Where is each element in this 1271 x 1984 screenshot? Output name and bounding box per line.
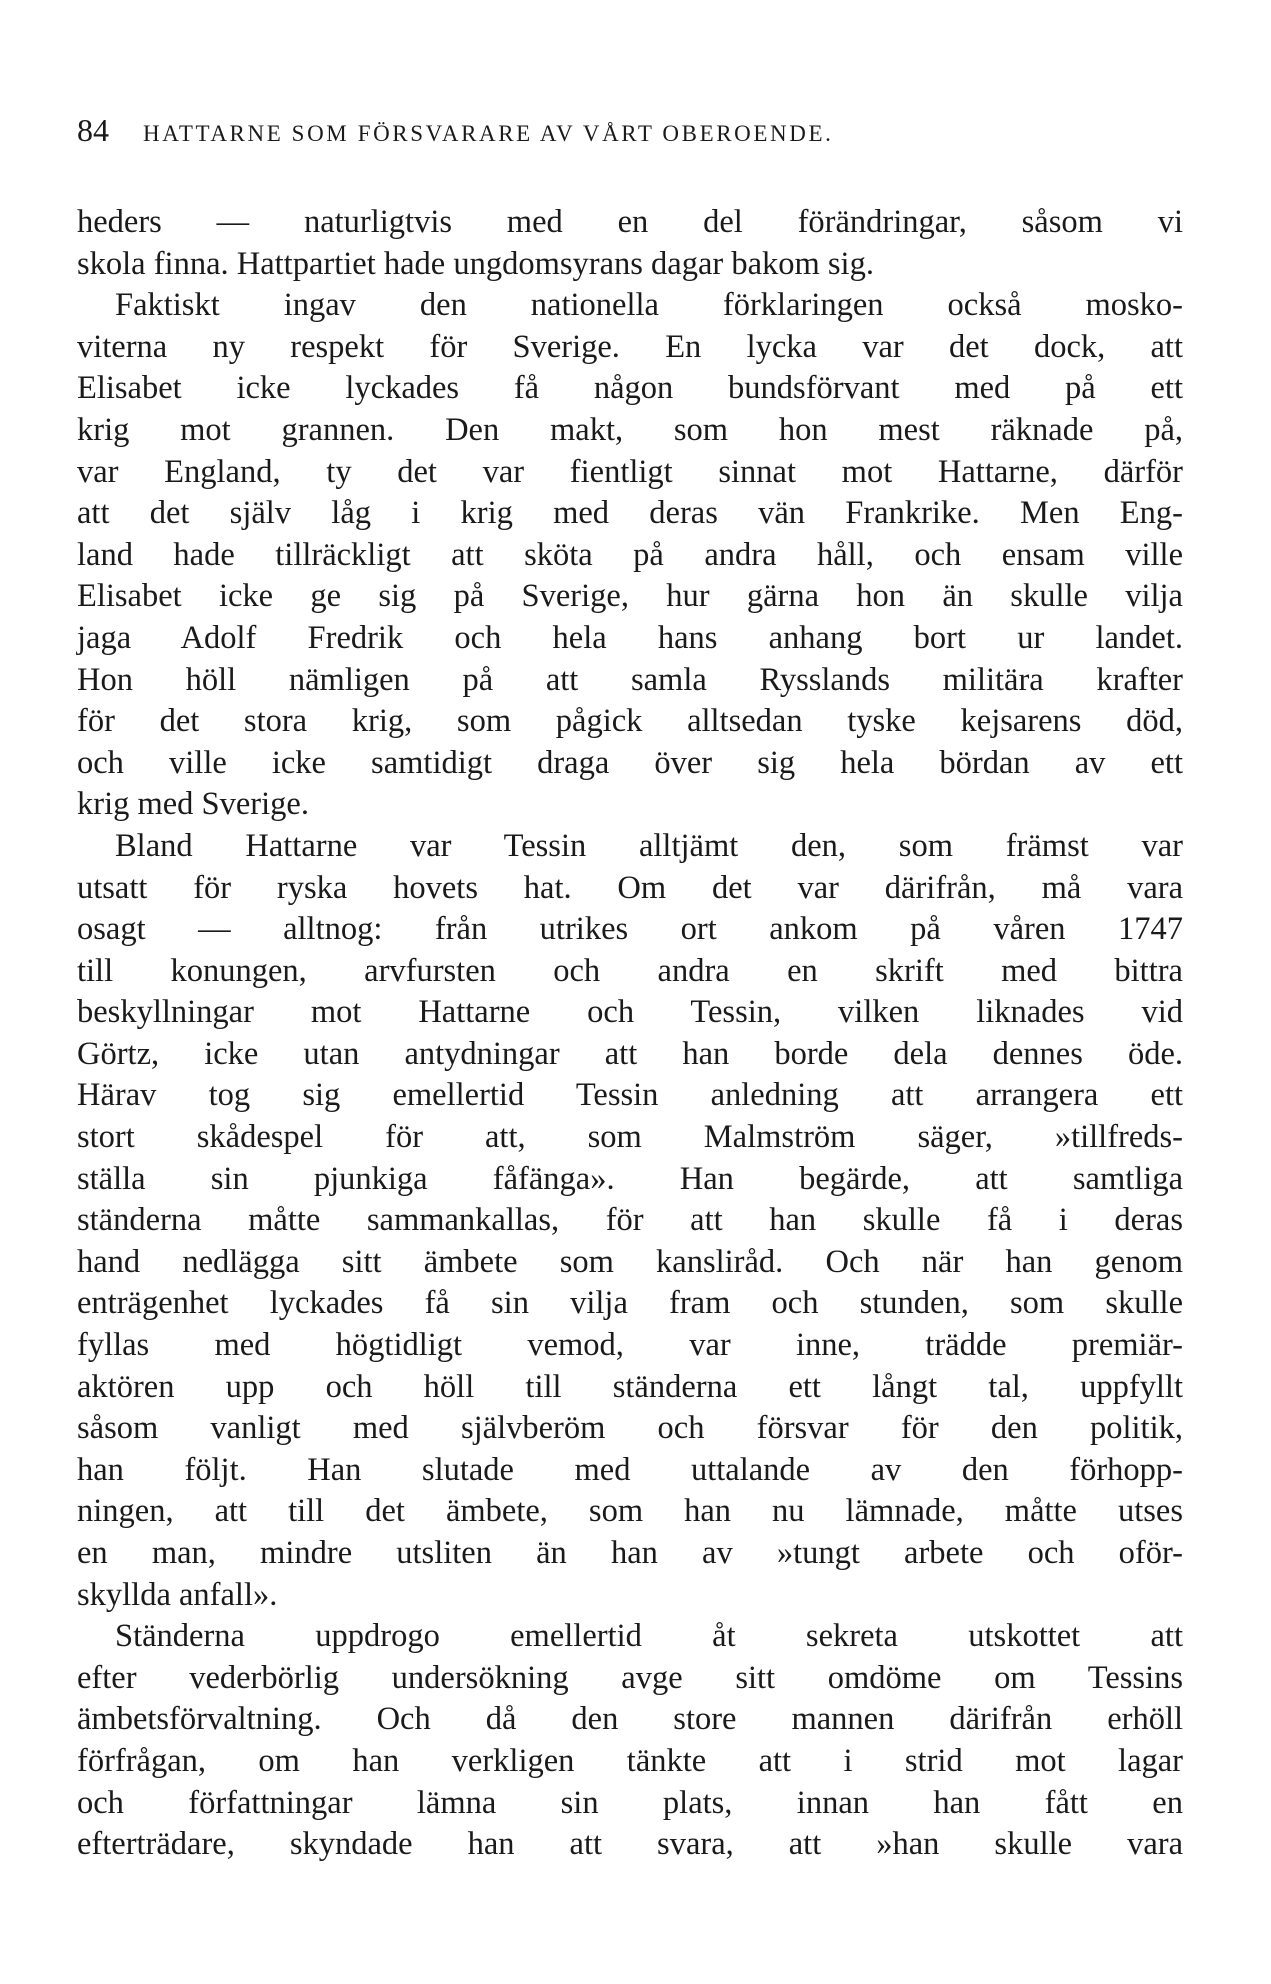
text-line: såsom vanligt med självberöm och försvar för den politik, — [77, 1410, 1183, 1447]
page-number: 84 — [77, 112, 109, 148]
text-line: Härav tog sig emellertid Tessin anledning att arrangera ett — [77, 1077, 1183, 1114]
book-page — [77, 112, 1183, 1866]
text-line: skyllda anfall». — [77, 1576, 278, 1613]
text-line: Görtz, icke utan antydningar att han borde dela dennes öde. — [77, 1035, 1183, 1072]
text-line: Bland Hattarne var Tessin alltjämt den, som främst var — [115, 827, 1183, 864]
body-text — [77, 202, 1183, 1866]
running-head-title: HATTARNE SOM FÖRSVARARE AV VÅRT OBEROENDE. — [143, 121, 834, 146]
text-line: skola finna. Hattpartiet hade ungdomsyrans dagar bakom sig. — [77, 245, 874, 282]
text-line: ställa sin pjunkiga fåfänga». Han begärde, att samtliga — [77, 1160, 1183, 1197]
text-line: ningen, att till det ämbete, som han nu lämnade, måtte utses — [77, 1493, 1183, 1530]
text-line: Ständerna uppdrogo emellertid åt sekreta utskottet att — [115, 1618, 1183, 1655]
text-line: ständerna måtte sammankallas, för att han skulle få i deras — [77, 1202, 1183, 1239]
text-line: land hade tillräckligt att sköta på andra håll, och ensam ville — [77, 536, 1183, 573]
text-line: och författningar lämna sin plats, innan han fått en — [77, 1784, 1183, 1821]
text-line: en man, mindre utsliten än han av »tungt arbete och oför- — [77, 1535, 1183, 1571]
text-line: aktören upp och höll till ständerna ett långt tal, uppfyllt — [77, 1368, 1183, 1405]
text-line: utsatt för ryska hovets hat. Om det var därifrån, må vara — [77, 869, 1183, 906]
text-line: för det stora krig, som pågick alltsedan tyske kejsarens död, — [77, 703, 1183, 740]
text-line: osagt — alltnog: från utrikes ort ankom på våren 1747 — [77, 911, 1183, 948]
text-line: beskyllningar mot Hattarne och Tessin, vilken liknades vid — [77, 994, 1183, 1031]
text-line: och ville icke samtidigt draga över sig hela bördan av ett — [77, 744, 1183, 781]
running-head — [77, 112, 1183, 156]
text-line: förfrågan, om han verkligen tänkte att i strid mot lagar — [77, 1742, 1183, 1779]
text-line: fyllas med högtidligt vemod, var inne, trädde premiär- — [77, 1327, 1183, 1364]
text-line: Hon höll nämligen på att samla Rysslands militära krafter — [77, 661, 1183, 698]
text-line: hand nedlägga sitt ämbete som kansliråd. Och när han genom — [77, 1243, 1183, 1280]
text-line: han följt. Han slutade med uttalande av den förhopp- — [77, 1451, 1183, 1488]
text-line: heders — naturligtvis med en del förändringar, såsom vi — [77, 204, 1183, 240]
text-line: enträgenhet lyckades få sin vilja fram och stunden, som skulle — [77, 1285, 1183, 1322]
text-line: viterna ny respekt för Sverige. En lycka var det dock, att — [77, 328, 1183, 365]
text-line: krig med Sverige. — [77, 786, 309, 823]
text-line: att det själv låg i krig med deras vän Frankrike. Men Eng- — [77, 495, 1183, 532]
text-line: Elisabet icke ge sig på Sverige, hur gärna hon än skulle vilja — [77, 578, 1183, 615]
text-line: efterträdare, skyndade han att svara, att »han skulle vara — [77, 1826, 1183, 1863]
text-line: ämbetsförvaltning. Och då den store mannen därifrån erhöll — [77, 1701, 1183, 1738]
text-line: stort skådespel för att, som Malmström säger, »tillfreds- — [77, 1119, 1183, 1156]
text-line: Faktiskt ingav den nationella förklaringen också mosko- — [115, 287, 1183, 324]
text-line: krig mot grannen. Den makt, som hon mest räknade på, — [77, 411, 1183, 448]
text-line: jaga Adolf Fredrik och hela hans anhang bort ur landet. — [77, 619, 1183, 656]
text-line: efter vederbörlig undersökning avge sitt omdöme om Tessins — [77, 1659, 1183, 1696]
text-line: Elisabet icke lyckades få någon bundsförvant med på ett — [77, 370, 1183, 407]
text-line: till konungen, arvfursten och andra en skrift med bittra — [77, 952, 1183, 989]
text-line: var England, ty det var fientligt sinnat mot Hattarne, därför — [77, 453, 1183, 490]
